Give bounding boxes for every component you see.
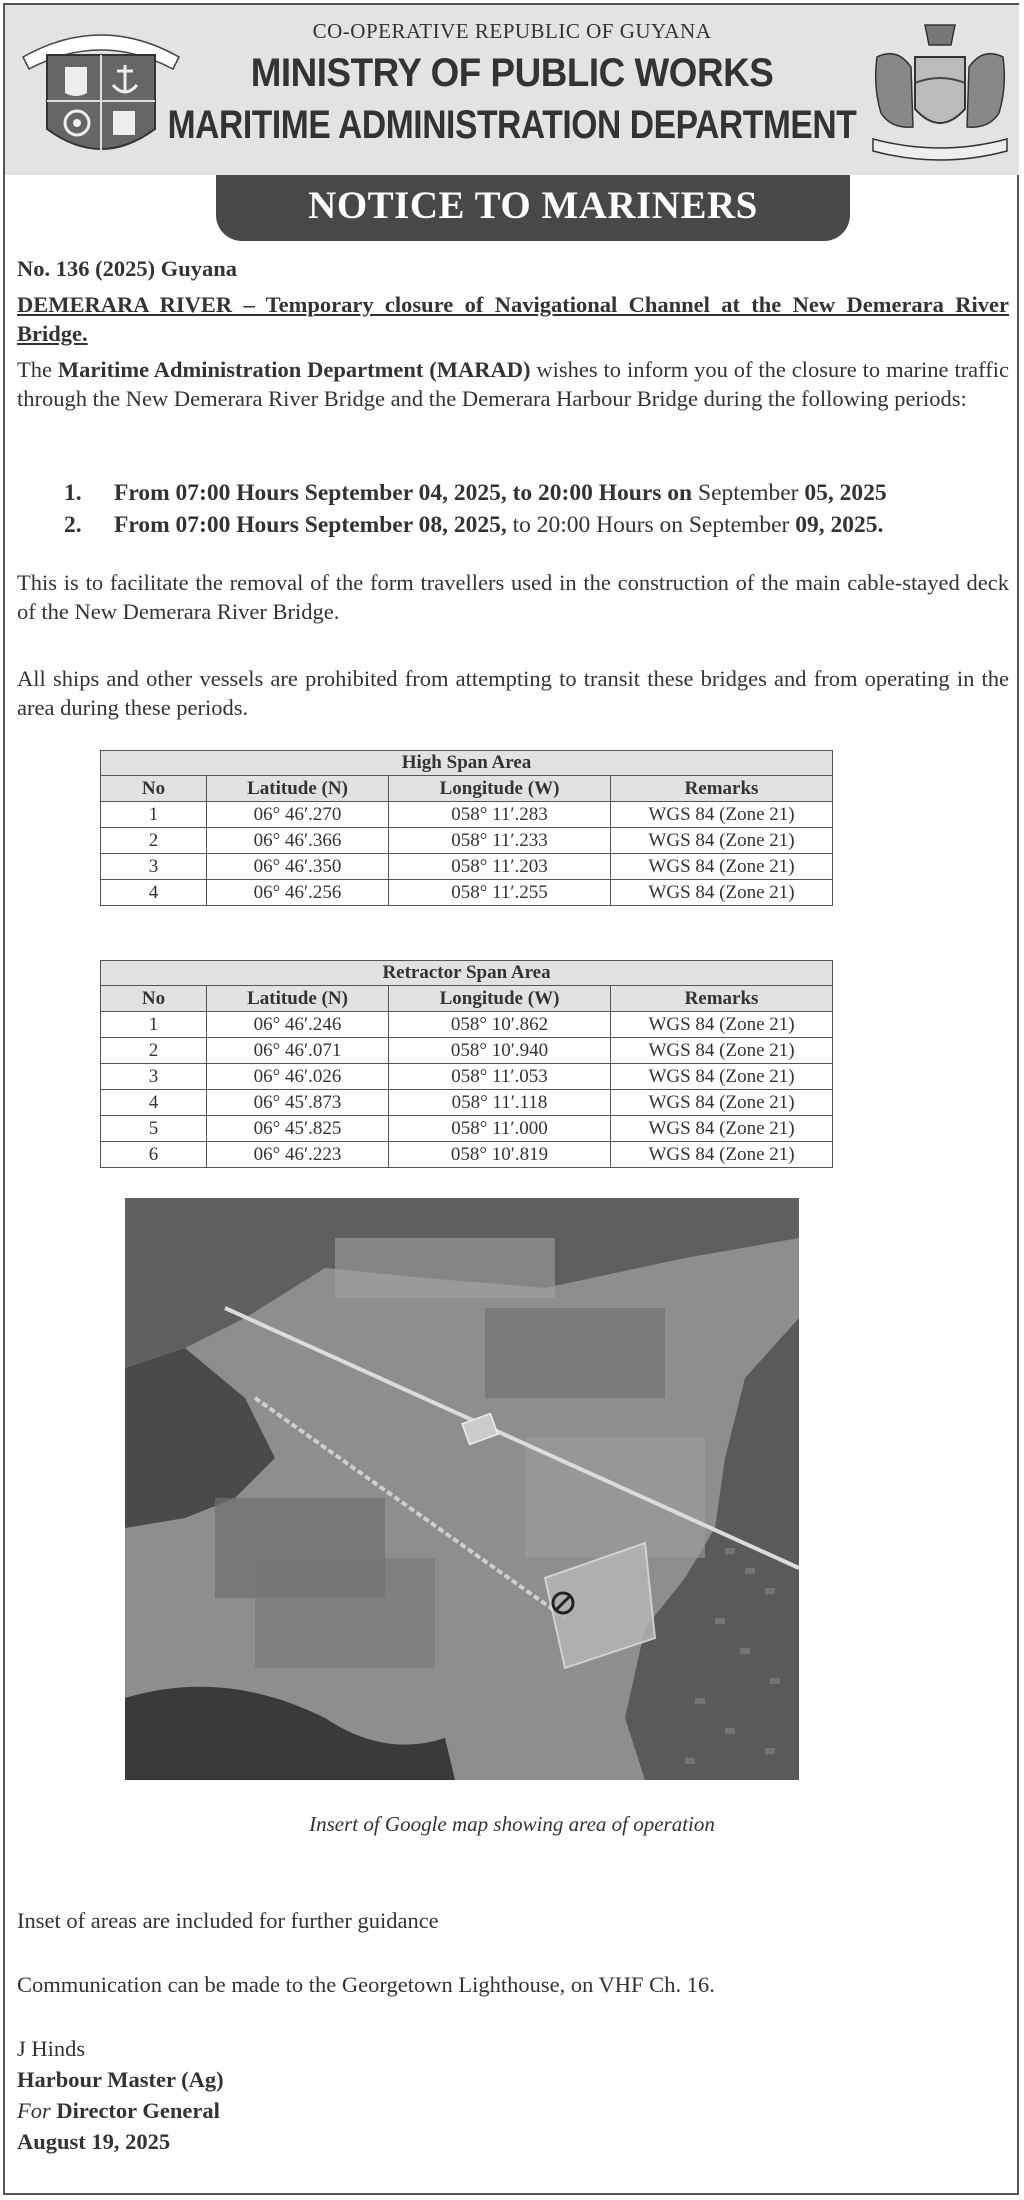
cell-latitude: 06° 46′.246: [207, 1012, 389, 1038]
cell-latitude: 06° 46′.270: [207, 802, 389, 828]
notice-date: August 19, 2025: [17, 2129, 171, 2154]
period-number: 1.: [64, 480, 82, 506]
period-start: From 07:00 Hours September 04, 2025, to 20:00 Hours on: [114, 480, 693, 506]
closure-period-1: [64, 478, 887, 509]
ministry-name: MINISTRY OF PUBLIC WORKS: [250, 51, 774, 95]
cell-no: 1: [101, 1012, 207, 1038]
table-row: [101, 1038, 833, 1064]
cell-remarks: WGS 84 (Zone 21): [611, 802, 833, 828]
period-end-text: to 20:00 Hours on September: [512, 512, 790, 538]
table-row: [101, 828, 833, 854]
cell-longitude: 058° 10′.862: [389, 1012, 611, 1038]
purpose-paragraph: This is to facilitate the removal of the form travellers used in the construction of the main cable-stayed deck of the New Demerara River Bridge.: [17, 570, 1009, 624]
cell-remarks: WGS 84 (Zone 21): [611, 1012, 833, 1038]
table-row: [101, 854, 833, 880]
cell-remarks: WGS 84 (Zone 21): [611, 1142, 833, 1168]
cell-remarks: WGS 84 (Zone 21): [611, 828, 833, 854]
column-header: No: [101, 986, 207, 1012]
table-row: [101, 1064, 833, 1090]
cell-latitude: 06° 45′.873: [207, 1090, 389, 1116]
cell-remarks: WGS 84 (Zone 21): [611, 1038, 833, 1064]
for-word: For: [17, 2098, 51, 2123]
cell-remarks: WGS 84 (Zone 21): [611, 1090, 833, 1116]
guyana-coat-of-arms-icon: [867, 17, 1013, 167]
retractor-span-caption: Retractor Span Area: [101, 961, 833, 986]
communication-paragraph: Communication can be made to the Georgetown Lighthouse, on VHF Ch. 16.: [17, 1972, 715, 1997]
cell-latitude: 06° 46′.223: [207, 1142, 389, 1168]
column-header: No: [101, 776, 207, 802]
cell-remarks: WGS 84 (Zone 21): [611, 854, 833, 880]
column-header: Remarks: [611, 986, 833, 1012]
cell-longitude: 058° 11′.053: [389, 1064, 611, 1090]
retractor-span-table: [100, 960, 833, 1168]
inset-paragraph: Inset of areas are included for further guidance: [17, 1908, 439, 1933]
for-title: Director General: [56, 2098, 220, 2123]
closure-period-2: [64, 510, 883, 541]
period-start: From 07:00 Hours September 08, 2025,: [114, 512, 507, 538]
map-caption: Insert of Google map showing area of operation: [309, 1812, 715, 1836]
cell-longitude: 058° 11′.283: [389, 802, 611, 828]
intro-the: The: [17, 357, 52, 382]
column-header: Latitude (N): [207, 986, 389, 1012]
column-header: Longitude (W): [389, 986, 611, 1012]
cell-latitude: 06° 46′.350: [207, 854, 389, 880]
department-name: MARITIME ADMINISTRATION DEPARTMENT: [167, 103, 857, 147]
column-header: Remarks: [611, 776, 833, 802]
cell-no: 5: [101, 1116, 207, 1142]
cell-remarks: WGS 84 (Zone 21): [611, 1116, 833, 1142]
cell-longitude: 058° 11′.118: [389, 1090, 611, 1116]
cell-longitude: 058° 11′.255: [389, 880, 611, 906]
intro-rest: wishes to inform you of the closure to marine traffic through the New Demerara River Bridge and the Demerara Harbour Bridge during the following periods:: [17, 357, 1009, 411]
table-row: [101, 1116, 833, 1142]
signatory-title: Harbour Master (Ag): [17, 2067, 224, 2092]
cell-latitude: 06° 46′.071: [207, 1038, 389, 1064]
table-row: [101, 1012, 833, 1038]
table-row: [101, 1142, 833, 1168]
cell-latitude: 06° 46′.256: [207, 880, 389, 906]
letterhead: [5, 5, 1019, 175]
cell-no: 3: [101, 1064, 207, 1090]
cell-longitude: 058° 10′.819: [389, 1142, 611, 1168]
cell-no: 1: [101, 802, 207, 828]
table-row: [101, 880, 833, 906]
high-span-table: [100, 750, 833, 906]
period-number: 2.: [64, 512, 82, 538]
cell-remarks: WGS 84 (Zone 21): [611, 1064, 833, 1090]
table-row: [101, 1090, 833, 1116]
cell-longitude: 058° 11′.000: [389, 1116, 611, 1142]
cell-remarks: WGS 84 (Zone 21): [611, 880, 833, 906]
notice-number: No. 136 (2025) Guyana: [17, 256, 238, 281]
notice-title: NOTICE TO MARINERS: [216, 175, 850, 241]
cell-latitude: 06° 45′.825: [207, 1116, 389, 1142]
cell-no: 4: [101, 1090, 207, 1116]
cell-no: 2: [101, 828, 207, 854]
cell-no: 4: [101, 880, 207, 906]
table-row: [101, 802, 833, 828]
column-header: Longitude (W): [389, 776, 611, 802]
cell-longitude: 058° 11′.233: [389, 828, 611, 854]
cell-no: 2: [101, 1038, 207, 1064]
period-end-text: September: [698, 480, 799, 506]
signatory-for: [17, 2096, 1009, 2125]
intro-org: Maritime Administration Department (MARAD): [57, 357, 531, 382]
period-end-date: 09, 2025.: [795, 512, 884, 538]
signatory-name: J Hinds: [17, 2036, 86, 2061]
cell-longitude: 058° 10′.940: [389, 1038, 611, 1064]
period-end-date: 05, 2025: [804, 480, 887, 506]
republic-name: CO-OPERATIVE REPUBLIC OF GUYANA: [312, 19, 712, 43]
notice-subject: DEMERARA RIVER – Temporary closure of Navigational Channel at the New Demerara River Bridge.: [17, 292, 1009, 346]
high-span-caption: High Span Area: [101, 751, 833, 776]
intro-paragraph: [17, 355, 1009, 413]
cell-latitude: 06° 46′.026: [207, 1064, 389, 1090]
cell-no: 3: [101, 854, 207, 880]
column-header: Latitude (N): [207, 776, 389, 802]
cell-latitude: 06° 46′.366: [207, 828, 389, 854]
prohibition-paragraph: All ships and other vessels are prohibited from attempting to transit these bridges and from operating in the area during these periods.: [17, 666, 1009, 720]
cell-no: 6: [101, 1142, 207, 1168]
satellite-map-icon: [125, 1198, 799, 1780]
cell-longitude: 058° 11′.203: [389, 854, 611, 880]
